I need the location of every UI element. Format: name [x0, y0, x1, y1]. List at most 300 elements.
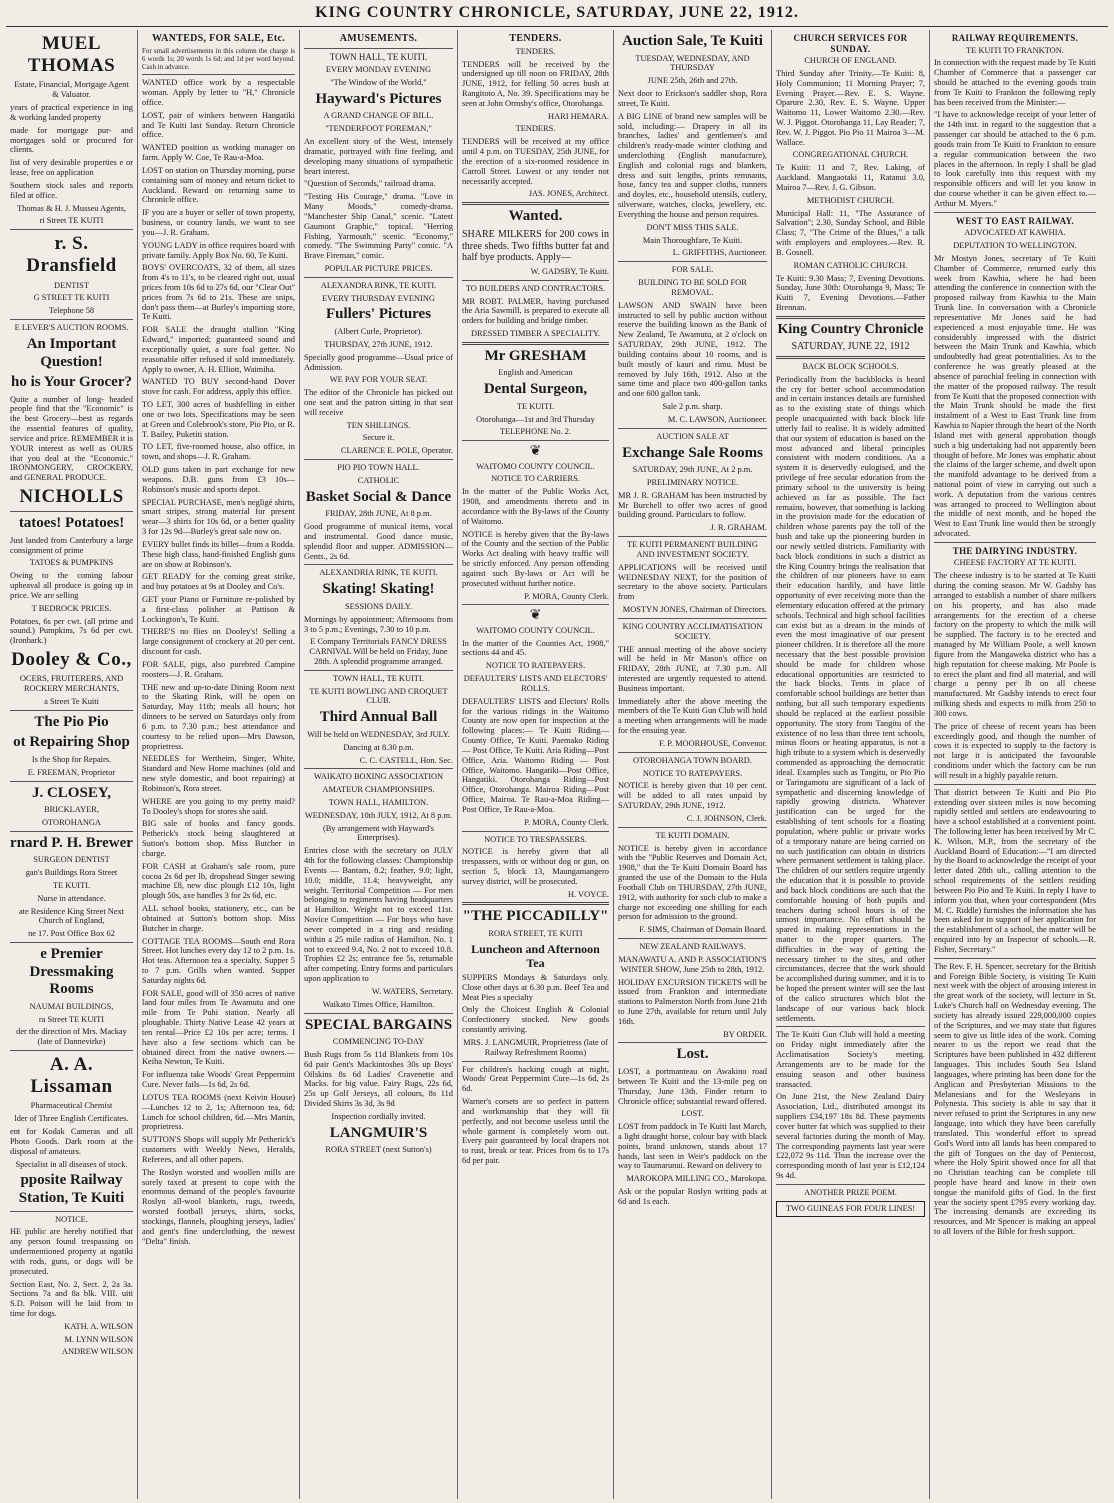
- langmuir-address: RORA STREET (next Sutton's): [325, 1145, 432, 1155]
- carriers-p1: In the matter of the Public Works Act, 1908, and amendments thereto and in accordance with the By-laws of the County of Waitomo.: [462, 487, 609, 526]
- ad-item: LOST on station on Thursday morning, purse containing sum of money and return ticket to Auckland. Reward on returning same to Chronicle office.: [142, 165, 295, 205]
- divider: [462, 202, 609, 205]
- brewer-p6: ne 17. Post Office Box 62: [28, 929, 115, 939]
- piccadilly-p1: SUPPERS Mondays & Saturdays only. Close other days at 6.30 p.m. Beef Tea and Meat Pies a specialty: [462, 972, 609, 1002]
- tender-1-sig: HARI HEMARA.: [548, 111, 609, 121]
- lissaman-p1: Pharmaceutical Chemist: [30, 1101, 113, 1111]
- piopio-hall: PIO PIO TOWN HALL.: [337, 463, 420, 473]
- masthead: KING COUNTRY CHRONICLE, SATURDAY, JUNE 22, 1912.: [315, 4, 799, 21]
- bargains-list: Bush Rugs from 5s 11d Blankets from 10s 6d pair Gent's Mackintoshes 30s up Boys' Oilskins 8s 6d Ladies' Cravenette and Macks. for big value. Fairy Rugs, 22s 6d, 25s up Golf Jerseys, all colours, 8s 11d Divided Skirts 3s 3d, 3s 9d: [304, 1049, 453, 1109]
- divider: [10, 831, 133, 832]
- school-text: That district between Te Kuiti and Pio Pio extending over sixteen miles is now becoming rapidly settled and settlers are endeavouring to have a school established at a convenient point. The following letter has been received by Mr C. K. Wilson, M.P., from the secretary of the Auckland Board of Education:—"I am directed by the Board to acknowledge the receipt of your letter dated 28th ult., calling attention to the school requirements of the settlers residing between Pio Pio and Te Kuiti. In reply I have to inform you that, when your correspondent (Mrs M. C. Riddle) furnishes the information she has been asked for in support of her application for the establishment of a school, the matter will be enquired into by an Inspector of schools.—R. Fisher, Secretary.": [934, 787, 1096, 954]
- exchange-heading: Exchange Sale Rooms: [622, 444, 763, 461]
- ad-item: GET READY for the coming great strike, and buy potatoes at 9s at Dooley and Co's.: [142, 572, 295, 592]
- dairy-heading: THE DAIRYING INDUSTRY.: [952, 545, 1078, 556]
- lissaman-p3: ent for Kodak Cameras and all Photo Goods. Dark room at the disposal of amateurs.: [10, 1127, 133, 1156]
- signature: KATH. A. WILSON: [64, 1321, 133, 1331]
- ad-item: NEEDLES for Wertheim, Singer, White, Standard and New Home machines (old and new style domestic, and boot repairing) at Robinson's, Rora street.: [142, 754, 295, 793]
- ratepayers-p1: In the matter of the Counties Act, 1908," sections 44 and 45.: [462, 638, 609, 658]
- divider: [934, 784, 1096, 785]
- repair-heading: ot Repairing Shop: [13, 734, 130, 751]
- carriers-heading: NOTICE TO CARRIERS.: [491, 474, 580, 484]
- church-2: CONGREGATIONAL CHURCH.: [792, 150, 909, 160]
- closey-p1: BRICKLAYER,: [44, 805, 99, 815]
- divider: [10, 229, 133, 230]
- bargains-heading: SPECIAL BARGAINS: [304, 1016, 453, 1033]
- divider: [618, 618, 767, 619]
- potatoes-p4: T BEDROCK PRICES.: [31, 603, 112, 613]
- divider: [10, 710, 133, 711]
- boxing-date: WEDNESDAY, 10th JULY, 1912, At 8 p.m.: [304, 810, 453, 820]
- boxing-arr: (By arrangement with Hayward's Enterprises).: [322, 823, 435, 843]
- divider: [934, 542, 1096, 543]
- divider: [462, 604, 609, 605]
- domain-heading: TE KUITI DOMAIN.: [655, 830, 730, 840]
- divider: [10, 942, 133, 943]
- skating-heading: Skating! Skating!: [322, 581, 435, 598]
- divider: [10, 781, 133, 782]
- ad-item: EVERY bullet finds its billet—from a Rodda. These high class, hand-finished English guns are on show at Robinson's.: [142, 539, 295, 569]
- thomas-p2: years of practical experience in ing & working landed property: [10, 103, 133, 122]
- column-3: [300, 30, 458, 1499]
- society-heading: TE KUITI PERMANENT BUILDING AND INVESTMENT SOCIETY.: [627, 540, 758, 559]
- boxing-office: Waikato Times Office, Hamilton.: [322, 999, 435, 1009]
- dental-heading: Dental Surgeon,: [483, 381, 588, 398]
- divider: [618, 536, 767, 537]
- divider: [304, 459, 453, 460]
- thomas-desc: Estate, Financial, Mortgage Agent & Valuator.: [14, 80, 129, 100]
- westeast-text: Mr Mostyn Jones, secretary of Te Kuiti Chamber of Commerce, returned early this week from Kawhia, where he had been attending the conference in connection with the proposed railway from Kawhia to the Main Trunk line. In conversation with a Chronicle representative Mr Jones said he had experienced a most enjoyable time. He was considerably impressed with the district between the Main Trunk and Kawhia, which undoubtedly had great potentialities. As to the conference he was greatly pleased at the absence of parochial feeling in connection with the matter of the proposed railway. The result from Te Kuiti that the proposed connection with the Main Trunk should be made the first instalment of a West to East Trunk line from Kawhia to Napier through the heart of the North Island met with general approbation though such a big undertaking had not apparently been thought of before. Mr Jones was emphatic about the claims of the larger scheme, and dwelt upon the manifold advantage to be derived from a national point of view in carrying out such a work. A deputation from the various centres was arranged to proceed to Wellington about the middle of next month, and he hoped the West to East Trunk line would then be strongly advocated.: [934, 253, 1096, 539]
- potatoes-p3: Owing to the coming labour upheaval all produce is going up in price. We are selling: [10, 571, 133, 600]
- auction-loc: Next door to Erickson's saddler shop, Rora street, Te Kuiti.: [618, 89, 767, 108]
- forsale-heading: FOR SALE.: [671, 265, 714, 275]
- ball-sig: C. C. CASTELL, Hon. Sec.: [359, 755, 453, 765]
- council-heading: WAITOMO COUNTY COUNCIL.: [476, 625, 595, 635]
- paper-date: SATURDAY, JUNE 22, 1912: [791, 341, 910, 353]
- tender-2: TENDERS will be received at my office until 4 p.m. on TUESDAY, 25th JUNE, for the erection of a six-roomed residence in Carroll Street. Lowest or any tender not necessarily accepted.: [462, 137, 609, 186]
- lissaman-heading: A. A. Lissaman: [30, 1054, 113, 1098]
- gresham-phone: TELEPHONE No. 2.: [499, 427, 572, 437]
- auction-miss: DON'T MISS THIS SALE.: [646, 222, 739, 232]
- dairy-sub: CHEESE FACTORY AT TE KUITI.: [953, 558, 1077, 568]
- divider: [618, 428, 767, 429]
- dairy-p1: The cheese industry is to be started at Te Kuiti during the coming season. Mr W. Gadsby has arranged to establish a number of share milkers on his property, and has also made arrangements for the erection of a cheese factory on the property to which the milk will be supplied. The factory is to be erected and managed by Mr William Poole, a well known figure from the Mangaweka district who has a high reputation for cheese making. Mr Poole is to erect the plant and find all material, and will charge a penny per lb on all cheese manufactured. Mr Gadsby intends to erect four milking sheds and expects to milk from 250 to 300 cows.: [934, 571, 1096, 718]
- divider: [304, 768, 453, 769]
- railway-p1: In connection with the request made by Te Kuiti Chamber of Commerce that a passenger car should be attached to the evening goods train from Te Kuiti to Frankton the following reply has been received from the Minister:—: [934, 58, 1096, 107]
- piccadilly-prop: MRS. J. LANGMUIR, Proprietress (late of Railway Refreshment Rooms): [463, 1037, 608, 1057]
- ad-item: YOUNG LADY in office requires board with private family. Apply Box No. 60, Te Kuiti.: [142, 240, 295, 260]
- tender-2-sig: JAS. JONES, Architect.: [528, 189, 609, 199]
- wanted-sig: W. GADSBY, Te Kuiti.: [530, 266, 609, 276]
- church-2-text: Te Kuiti: 11 and 7, Rev. Laking, of Auckland. Mangaotaki 11, Ratanui 3.0, Mairoa 7—Rev. J. G. Gibson.: [776, 163, 925, 192]
- domain-sig: F. SIMS, Chairman of Domain Board.: [639, 925, 767, 935]
- hayward-venue: TOWN HALL, TE KUITI.: [329, 51, 428, 62]
- dressmaking-heading: e Premier Dressmaking Rooms: [29, 946, 114, 998]
- townboard-heading: OTOROHANGA TOWN BOARD.: [633, 755, 752, 765]
- thomas-agents: Thomas & H. J. Musseu Agents,: [17, 203, 126, 213]
- dairy-p2: The price of cheese of recent years has been exceedingly good, and though the number of cows it is expected to supply to the factory is not large it is anticipated the favourable conditions under which the factory can be run will result in a highly payable return.: [934, 721, 1096, 780]
- divider: [618, 752, 767, 753]
- lost-sig: MAROKOPA MILLING CO., Marokopa.: [626, 1174, 767, 1184]
- langmuir-heading: LANGMUIR'S: [329, 1124, 428, 1141]
- hayward-slogan: "The Window of the World,": [330, 78, 427, 88]
- railway-heading: RAILWAY REQUIREMENTS.: [951, 33, 1079, 43]
- brewer-p3: TE KUITI.: [52, 880, 91, 890]
- church-3-text: Municipal Hall: 11, "The Assurance of Salvation"; 2.30, Sunday School, and Bible Class; 7, "The Crime of the Blues," a talk with employers and employees.—Rev. R. B. Gosnell.: [776, 208, 925, 257]
- economic-text: Quite a number of long- headed people find that the "Economic" is the best Grocery—best as regards the essential features of quality, service and price. REMEMBER it is YOUR interest as well as OURS that you deal at the "Economic." IRONMONGERY, CROCKERY, and GENERAL PRODUCE.: [10, 394, 133, 483]
- society-sig: MOSTYN JONES, Chairman of Directors.: [622, 605, 767, 615]
- ad-item: SPECIAL PURCHASE, men's negligé shirts, smart stripes, strong material for present wear—3 shirts for 10s 6d, or a better quality 3 for 12s 9d—Burley's great sale now on.: [142, 497, 295, 537]
- potatoes-p5: Potatoes, 6s per cwt. (all prime and sound.) Pumpkins, 7s 6d per cwt. (Ironbark.): [10, 616, 133, 646]
- divider: [304, 564, 453, 565]
- fullers-p2: The editor of the Chronicle has picked out one seat and the patron sitting in that seat will receive: [304, 388, 453, 417]
- grocer-heading: ho is Your Grocer?: [11, 374, 132, 391]
- brewer-p4: Nurse in attendance.: [37, 893, 106, 903]
- building-time: Sale 2 p.m. sharp.: [662, 402, 723, 412]
- dransfield-title: DENTIST: [54, 280, 89, 290]
- boxing-details: Entries close with the secretary on JULY 4th for the following classes: Championship Events — Bantam, 8.2; feather, 9.0; light, 10.0; middle, 11.4; heavyweight, any weight. Territorial Competition — For men belonging to regiments having headquarters at Hamilton. Weight not to exceed 11st. Novice Competition — For boys who have never competed in a ring and residing within a 25 mile radius of Hamilton. No. 1 not to exceed 9.4, No. 2 not to exceed 10.8. Trophies £2 2s; entrance fee 5s, returnable after competing. Entry forms and particulars upon application to: [304, 846, 453, 984]
- brewer-p5: ate Residence King Street Next Church of England,: [18, 906, 125, 926]
- trespass-heading: NOTICE TO TRESPASSERS.: [484, 834, 587, 844]
- building-heading: BUILDING TO BE SOLD FOR REMOVAL.: [638, 278, 747, 297]
- tenders-heading: TENDERS.: [509, 33, 562, 44]
- ad-item: ALL school books, stationery, etc., can be obtained at Sutton's bottom shop. Miss Butcher in charge.: [142, 904, 295, 933]
- divider: [462, 280, 609, 281]
- fullers-secure: Secure it.: [362, 433, 395, 443]
- westeast-heading: WEST TO EAST RAILWAY.: [955, 215, 1075, 226]
- column-6: [772, 30, 930, 1499]
- editorial-text: Periodically from the backblocks is heard the cry for better school accommodation and in certain instances details are furnished as to the existing state of things which people unacquainted with back block life utterly fail to realise. It is widely admitted that our system of education is based on the most advanced and liberal principles consistent with modern conditions. As a system it is deservedly eulogised, and the privilege of free secular education from the primary school to the university is being achieved as far as possible. The fact remains, however, that something is lacking in the provision made for the education of children whose parents pay the toll of the bush and take up the pioneering burden in our newly settled districts. Familiarity with back block conditions in such a district as the King Country brings the realisation that the children of our pioneers have to earn their education hardily, and have little opportunity of ever receiving more than the elementary education offered at the primary schools. Technical and high school facilities can exist but as a dream in the minds of even the most imaginative of our present pioneer children. It is therefore all the more necessary that the best possible provision should be made for children whose educational opportunities are restricted to the back blocks. Tents in place of comfortable school buildings are better than nothing, but all such temporary expedients should be replaced at the earliest possible opportunity. The story from Tangitu of the existence of no less than three tent schools, minus floors or heating apparatus, is not a high tribute to a system which is deservedly commended as approaching the democratic ideal. Examples such as Tangitu, or Pio Pio or Taringamotu are significant of a lack of sympathetic and discerning knowledge of rapidly growing districts. Whatever justification can be urged for the establishing of tent schools for a floating population, where public or private works of a temporary nature are being carried on no such justification can obtain in districts where permanent settlement is taking place. The children of our settlers require urgently the education that it is possible to provide and back block conditions are such that the comfortable housing of both pupils and teachers during school hours is of the utmost importance. No effort should be spared in making representations in the matter to the proper quarters. The difficulties in the way of getting the necessary timber to the sites, and other circumstances, decree that the work should be accomplished during summer, and it is to be hoped the present winter will see the last of the calico structures which blot the landscape of our various back block settlements.: [776, 374, 925, 1023]
- ad-item: WHERE are you going to my pretty maid? To Dooley's shops for stores she said.: [142, 796, 295, 816]
- piopio-heading: The Pio Pio: [34, 713, 109, 730]
- fullers-seat: WE PAY FOR YOUR SEAT.: [329, 375, 428, 385]
- divider: [776, 356, 925, 359]
- acclim-sig: F. P. MOORHOUSE, Convenor.: [659, 738, 767, 748]
- poem-prize: TWO GUINEAS FOR FOUR LINES!: [785, 1203, 916, 1213]
- defaulters-sig: P. MORA, County Clerk.: [524, 817, 609, 827]
- dooley-desc: OCERS, FRUITERERS, AND ROCKERY MERCHANTS,: [19, 674, 124, 694]
- piccadilly-p2: Only the Choicest English & Colonial Confectionery stocked. New goods constantly arriving.: [462, 1005, 609, 1035]
- ad-item: FOR SALE, pigs, also purebred Campine roosters—J. R. Graham.: [142, 659, 295, 679]
- closey-p2: OTOROHANGA: [42, 817, 101, 827]
- masthead-rule: [6, 26, 1108, 27]
- divider: [776, 1184, 925, 1185]
- divider: [618, 938, 767, 939]
- ad-item: THE new and up-to-date Dining Room next to the Skating Rink, will be open on Saturday, May 11th; meals all hours; hot dinners to be served on Saturdays only from 6 p.m. to 7.30 p.m.; best attendance and courtesy to be relied upon—Mrs Dawson, proprietress.: [142, 682, 295, 751]
- defaulters-text: DEFAULTERS' LISTS and Electors' Rolls for the various ridings in the Waitomo County are now open for inspection at the following places:— Te Kuiti Riding—County Office, Te Kuiti. Paemako Riding — Post Office, Te Kuiti. Aria Riding—Post Office, Aria. Waitomo Riding — Post Office, Waitomo. Hangatiki—Post Office, Hangatiki. Otorohanga Riding—Post Office, Otorohanga. Mairoa Riding—Post Office, Mairoa. Te Rau-a-Moa Riding—Post Office, Te Rau-a-Moa.: [462, 696, 609, 814]
- fullers-venue: ALEXANDRA RINK, TE KUITI.: [320, 280, 437, 290]
- building-sig: M. C. LAWSON, Auctioneer.: [667, 414, 767, 424]
- piccadilly-address: RORA STREET, TE KUITI: [488, 929, 583, 939]
- church-1-text: Third Sunday after Trinity.—Te Kuiti: 8, Holy Communion; 11 Morning Prayer; 7, Evening Prayer.—Rev. E. S. Wayne. Oparure 2.30, Rev. E. S. Wayne. Upper Waitomo 11, Lower Waitomo 2.30.—Rev. W. J. Piggot. Otorohanga 11, Lay Reader; 7, Rev. W. J. Piggot. Pio Pio 11 Mairoa 3—M. Wallace.: [776, 68, 925, 147]
- wanteds-heading: WANTEDS, FOR SALE, Etc.: [151, 33, 286, 44]
- ball-heading: Third Annual Ball: [319, 709, 438, 726]
- ad-item: SUTTON'S Shops will supply Mr Petherick's customers with Weekly News, Heralds, Referees, and all other papers.: [142, 1135, 295, 1164]
- gunclub-text: The Te Kuiti Gun Club will hold a meeting on Friday night immediately after the Acclimatisation Society's meeting. Arrangements are to be made for the ensuing season and other business transacted.: [776, 1030, 925, 1089]
- fullers-prop: (Albert Curle, Proprietor).: [334, 327, 423, 337]
- signature: ANDREW WILSON: [61, 1347, 133, 1357]
- trespass-text: NOTICE is hereby given that all trespassers, with or without dog or gun, on section 5, block 13, Maungamangero survey district, will be prosecuted.: [462, 847, 609, 886]
- townboard-text: NOTICE is hereby given that 10 per cent. will be added to all rates unpaid by SATURDAY, 29th JUNE, 1912.: [618, 781, 767, 811]
- lissaman-p4: Specialist in all diseases of stock.: [15, 1159, 128, 1169]
- townboard-sig: C. J. JOHNSON, Clerk.: [686, 813, 767, 823]
- dransfield-heading: r. S. Dransfield: [26, 233, 117, 277]
- gresham-heading: Mr GRESHAM: [484, 347, 587, 364]
- ad-item: FOR SALE, good will of 350 acres of native land four miles from Te Awamutu and one mile from Te Puhi station. Nearly all ploughable. Thirty Native Lease 42 years at ten rental—Price £2 10s per acre; terms. I have also a few sections which can be obtained direct from the native owners.—Keiha Newton, Te Kuiti.: [142, 988, 295, 1067]
- column-7: [930, 30, 1100, 1499]
- dooley-address: a Street Te Kuiti: [44, 696, 99, 706]
- domain-text: NOTICE is hereby given in accordance with the "Public Reserves and Domain Act, 1908," that the Te Kuiti Domain Board has granted the use of the Domain to the Hula Football Club on THURSDAY, 27th JUNE, 1912, with authority for such club to make a charge not exceeding one shilling for each person for admission to the ground.: [618, 843, 767, 922]
- ad-item: FOR SALE the draught stallion "King Edward," imported; guaranteed sound and exceptionally quiet, a sure foal getter. No reasonable offer refused if sold immediately. Apply to owner, A. H. Elliott, Waimiha.: [142, 325, 295, 374]
- columns: [6, 30, 1108, 1499]
- dressmaking-p2: ra Street TE KUITI: [38, 1014, 105, 1024]
- nicholls-heading: NICHOLLS: [19, 486, 124, 508]
- council-heading: WAITOMO COUNTY COUNCIL.: [476, 461, 595, 471]
- social-desc: Good programme of musical items, vocal and instrumental. Good dance music, splendid floor and supper. ADMISSION—Gents., 2s 6d.: [304, 522, 453, 561]
- column-1: [6, 30, 138, 1499]
- ad-item: IF you are a buyer or seller of town property, business, or country lands, we want to see you—J. R. Graham.: [142, 208, 295, 237]
- ad-item: LOST, pair of winkers between Hangatiki and Te Kuiti last Sunday. Return Chronicle office.: [142, 110, 295, 140]
- acclim-p2: Immediately after the above meeting the members of the Te Kuiti Gun Club will hold a meeting when arrangements will be made for the ensuing year.: [618, 696, 767, 736]
- question-heading: An Important Question!: [26, 335, 117, 370]
- lost-horse: LOST from paddock in Te Kuiti last March, a light draught horse, colour bay with black points, brand unknown, stands about 17 hands, last seen in Weir's paddock on the way to Taumarunui. Reward on delivery to: [618, 1122, 767, 1171]
- signature: M. LYNN WILSON: [64, 1334, 133, 1344]
- ball-venue: TOWN HALL, TE KUITI.: [333, 673, 424, 683]
- railways-sig: BY ORDER.: [723, 1029, 767, 1039]
- hayward-when: EVERY MONDAY EVENING: [325, 65, 432, 75]
- lissaman-p2: lder of Three English Certificates.: [14, 1114, 129, 1124]
- auction-items: A BIG LINE of brand new samples will be sold, including:— Drapery in all its branches, ladies' and gentlemen's and children's ready-made winter clothing and underclothing (English manufacture), English and colonial rugs and blankets, dress and suit lengths, prints remnants, hose, fancy tea and supper cloths, runners and doyles, etc., household utensils, cutlery, silverware, watches, clocks, jewellery, etc. Everything the house and person requires.: [618, 111, 767, 219]
- exchange-date: SATURDAY, 29th JUNE, At 2 p.m.: [632, 465, 753, 475]
- cough-ad: For children's hacking cough at night, Woods' Great Peppermint Cure—1s 6d, 2s 6d.: [462, 1064, 609, 1094]
- thomas-p3: made for mortgage pur- and mortgages sold or procured for clients.: [10, 125, 133, 155]
- social-date: FRIDAY, 28th JUNE, At 8 p.m.: [325, 509, 432, 519]
- divider: [10, 1050, 133, 1051]
- dransfield-phone: Telephone 58: [48, 306, 95, 316]
- bargains-invite: Inspection cordially invited.: [331, 1111, 426, 1121]
- divider: [10, 511, 133, 512]
- potatoes-p2: TATOES & PUMPKINS: [29, 558, 114, 568]
- divider: [304, 277, 453, 278]
- ad-item: The Roslyn worsted and woollen mills are sorely taxed at present to cope with the enormous demand of the people's favourite Roslyn all-wool blankets, rugs, tweeds, worsted football jerseys, shirts, socks, stockings, flannels, ploughing jerseys, ladies' and gent's fine underclothing, the newest "Delta" finish.: [142, 1167, 295, 1246]
- divider: [618, 827, 767, 828]
- westeast-sub: ADVOCATED AT KAWHIA.: [964, 228, 1066, 238]
- auction-sig: L. GRIFFITHS, Auctioneer.: [672, 248, 767, 258]
- ad-item: TO LET, five-roomed house, also office, in town, and shops—J. R. Graham.: [142, 442, 295, 462]
- ball-time: Dancing at 8.30 p.m.: [343, 742, 414, 752]
- notice-heading: NOTICE.: [55, 1214, 88, 1224]
- column-2: [138, 30, 300, 1499]
- ad-item: GET your Piano or Furniture re-polished by a first-class polisher at Pattison & Lockington's, Te Kuiti.: [142, 595, 295, 624]
- ad-item: FOR CASH at Graham's sale room, pure cocoa 2s 6d per lb, dropshead Singer sewing machine £8, new disc plough £12 10s, light plough 50s, axe handles 3 for 2s 6d, etc.: [142, 861, 295, 901]
- trespass-sig: H. VOYCE.: [567, 889, 609, 899]
- column-5: [614, 30, 772, 1499]
- church-3: METHODIST CHURCH.: [806, 195, 895, 205]
- ad-item: WANTED office work by a respectable woman. Apply by letter to "H," Chronicle office.: [142, 78, 295, 107]
- townboard-sub: NOTICE TO RATEPAYERS.: [642, 768, 743, 778]
- auction-days: TUESDAY, WEDNESDAY, AND THURSDAY: [635, 53, 750, 73]
- brewer-heading: rnard P. H. Brewer: [10, 834, 133, 851]
- divider: [776, 1026, 925, 1027]
- ad-item: WANTED position as working manager on farm. Apply W. Coe, Te Rau-a-Moa.: [142, 143, 295, 163]
- divider: [304, 1013, 453, 1014]
- acclim-heading: KING COUNTRY ACCLIMATISATION SOCIETY.: [622, 621, 763, 641]
- railways-show: MANAWATU A. AND P. ASSOCIATION'S WINTER SHOW, June 25th to 28th, 1912.: [618, 954, 767, 974]
- fullers-sig: CLARENCE E. POLE, Operator.: [340, 446, 453, 456]
- divider: [304, 48, 453, 49]
- skating-sessions: SESSIONS DAILY.: [345, 601, 412, 611]
- divider: [462, 831, 609, 832]
- paper-nameplate: King Country Chronicle: [777, 321, 924, 337]
- brewer-p2: gan's Buildings Rora Street: [25, 868, 118, 878]
- divider: [10, 1211, 133, 1212]
- piccadilly-heading: "THE PICCADILLY": [462, 908, 609, 925]
- crest-icon: ❦: [529, 608, 542, 624]
- hayward-list: "Testing His Courage," drama. "Love in Many Moods," comedy-drama. "Manchester Ship Canal," scenic. "Latest Gaumont Graphic," topical. "Herring Fishing, Yarmouth," scenic. "Economy," comedy. "The Swimming Party" comic. "A Brave Fireman," comic.: [304, 192, 453, 261]
- dransfield-address: G STREET TE KUITI: [33, 293, 110, 303]
- corsets-ad: Warner's corsets are so perfect in pattern and workmanship that they will fit perfectly, and not become useless until the whole garment is completely worn out. Every pair guaranteed by local drapers not to rust, break or tear. Prices from 6s to 17s 6d per pair.: [462, 1097, 609, 1165]
- hayward-desc2: "Question of Seconds," railroad drama.: [304, 179, 436, 189]
- exchange-sig: J. R. GRAHAM.: [710, 523, 767, 533]
- roslyn-ad: Ask or the popular Roslyn writing pads at 6d and 1s each.: [618, 1187, 767, 1206]
- fullers-prize: TEN SHILLINGS.: [346, 420, 411, 430]
- divider: [304, 670, 453, 671]
- crest-icon: ❦: [529, 444, 542, 460]
- ad-item: For influenza take Woods' Great Peppermint Cure. Never fails—1s 6d, 2s 6d.: [142, 1070, 295, 1090]
- wanteds-note: For small advertisements in this column the charge is 6 words 1s; 20 words 1s 6d; and 1d per word beyond. Cash in advance.: [142, 46, 295, 72]
- ad-item: BIG sale of books and fancy goods. Petherick's stock being slaughtered at Sutton's bottom shop. Miss Butcher in charge.: [142, 819, 295, 858]
- divider: [934, 958, 1096, 959]
- thomas-p4: list of very desirable properties e or lease, free on application: [10, 158, 133, 178]
- ball-club: TE KUITI BOWLING AND CROQUET CLUB.: [309, 686, 448, 706]
- potatoes-p1: Just landed from Canterbury a large consignment of prime: [10, 535, 133, 555]
- skating-times: Mornings by appointment; Afternoons from 3 to 5 p.m.; Evenings, 7.30 to 10 p.m.: [304, 614, 453, 634]
- boxing-sig: W. WATERS, Secretary.: [371, 986, 453, 996]
- exchange-text: MR J. R. GRAHAM has been instructed by Mr Burchell to offer two acres of good building ground. Particulars to follow.: [618, 490, 767, 520]
- station-heading: pposite Railway Station, Te Kuiti: [18, 1172, 125, 1206]
- builders-heading: TO BUILDERS AND CONTRACTORS.: [465, 283, 606, 293]
- building-text: LAWSON AND SWAIN have been instructed to sell by public auction without reserve the building known as the Bank of New Zealand, Te Awamutu, at 2 o'clock on SATURDAY, 29th JUNE, 1912. The building contains about 10 rooms, and is built mostly of kauri and rimu. Must be removed by July 16th, 1912. Also at the same time and place two 400-gallon tanks and one 600 gallon tank.: [618, 300, 767, 399]
- notice-p1: HE public are hereby notified that any person found trespassing on undermentioned property at ngatiki with rods, guns, or dogs will be prosecuted.: [10, 1227, 133, 1276]
- divider: [10, 319, 133, 320]
- ad-item: LOTUS TEA ROOMS (next Keivin House)—Lunches 12 to 2, 1s; Afternoon tea, 6d; Lunch for school children, 6d.—Mrs Martin, proprietress.: [142, 1092, 295, 1132]
- wanted-text: SHARE MILKERS for 200 cows in three sheds. Two fifths butter fat and half bye products. Apply—: [462, 228, 609, 264]
- hayward-prices: POPULAR PICTURE PRICES.: [324, 264, 433, 273]
- boxing-venue: TOWN HALL, HAMILTON.: [328, 798, 429, 807]
- church-heading: CHURCH SERVICES FOR SUNDAY.: [793, 33, 908, 54]
- railways-heading: NEW ZEALAND RAILWAYS.: [639, 942, 746, 952]
- fullers-p1: Specially good programme—Usual price of Admission.: [304, 352, 453, 372]
- bible-text: The Rev. F. H. Spencer, secretary for the British and Foreign Bible Society, is visiting Te Kuiti next week with the object of arousing interest in the great work of the society, will lecture in St. Luke's Church hall on Wednesday evening. The society has already issued 229,000,000 copies of the Scriptures, and we may state that figures seem to give us little idea of the work. Coming nearer to us the report we read that the Scriptures have been published in 432 different languages. This includes South Sea Island languages, where printing has been done for the Anglican and Presbyterian Missions to the Melanesians and for the Wesleyans in Polynesia. This society is able to say that it never refused to print the Scriptures in any new language, into which they have been carefully translated. This wonderful effort to spread God's Word into all lands has been compared to the gift of Tongues on the day of Pentecost, where the Holy Spirit showed once for all that no Christian teaching can be complete till people have heard and know in their own tongue the manifold gifts of God. In the first year the society spent £795 every working day. The increasing demands are exceeding its resources, and Mr Spencer is making an appeal to all lovers of the Bible for fresh support.: [934, 961, 1096, 1237]
- divider: [934, 212, 1096, 213]
- carriers-sig: P. MORA, County Clerk.: [524, 591, 609, 601]
- piccadilly-luncheon: Luncheon and Afternoon Tea: [471, 941, 600, 970]
- auction-heading: Auction Sale, Te Kuiti: [622, 33, 763, 49]
- divider: [142, 74, 295, 75]
- railway-p2: "I have to acknowledge receipt of your letter of the 14th inst. in regard to the suggestion that a passenger car should be attached to the 6 p.m. goods train from Te Kuiti to Frankton to ensure a regular communication between the two places in the afternoon. In reply I shall be glad to look carefully into this request with my responsible officers and will let you know in due course whether it can be given effect to.—Arthur M. Myers.": [934, 110, 1096, 208]
- notice-p2: Section East, No. 2, Sect. 2, 2a 3a. Sections 7a and 8a blk. VIII. uiti S.D. Poison will be laid from to time for dogs.: [10, 1279, 133, 1318]
- ball-date: Will be held on WEDNESDAY, 3rd JULY.: [307, 729, 450, 739]
- fullers-date: THURSDAY, 27th JUNE, 1912.: [324, 339, 433, 349]
- dairy-text: On June 21st, the New Zealand Dairy Association, Ltd., distributed amongst its suppliers £34,197 18s 8d. These payments cover butter fat which was supplied to their several factories during the month of May. The corresponding payments last year were £22,072 9s 11d. Thus the increase over the corresponding month of last year is £12,124 9s 4d.: [776, 1092, 925, 1181]
- defaulters-heading: DEFAULTERS' LISTS AND ELECTORS' ROLLS.: [463, 674, 608, 693]
- hayward-film: "TENDERFOOT FOREMAN,": [325, 124, 432, 134]
- builders-special: DRESSED TIMBER A SPECIALITY.: [470, 329, 601, 339]
- repair-p1: Is the Shop for Repairs.: [31, 754, 112, 764]
- boxing-assoc: WAIKATO BOXING ASSOCIATION: [313, 772, 444, 782]
- thomas-p5: Southern stock sales and reports filed at office.: [10, 180, 133, 200]
- divider: [618, 261, 767, 262]
- social-heading: Basket Social & Dance: [305, 488, 452, 505]
- thomas-address: ri Street TE KUITI: [39, 216, 104, 226]
- carriers-p2: NOTICE is hereby given that the By-laws of the County and the section of the Public Works Act dealing with heavy traffic will be strictly enforced. Any person offending against such By-laws or Act will be prosecuted without further notice.: [462, 529, 609, 588]
- hayward-desc: An excellent story of the West, intensely dramatic, portrayed with fine feeling, and developing many situations of sympathetic heart interest.: [304, 137, 453, 176]
- bargains-sub: COMMENCING TO-DAY: [332, 1037, 425, 1047]
- ad-item: OLD guns taken in part exchange for new weapons. D.B. guns from £3 10s—Robinson's music and sports depot.: [142, 465, 295, 494]
- auction-street: Main Thoroughfare, Te Kuiti.: [642, 235, 743, 245]
- dressmaking-p1: NAUMAI BUILDINGS,: [29, 1001, 114, 1011]
- church-4: ROMAN CATHOLIC CHURCH.: [793, 260, 908, 270]
- hayward-change: A GRAND CHANGE OF BILL.: [323, 111, 434, 121]
- divider: [618, 1042, 767, 1043]
- lost-sub: LOST.: [681, 1109, 704, 1119]
- church-1: CHURCH OF ENGLAND.: [804, 56, 897, 66]
- divider: [776, 316, 925, 319]
- poem-heading: ANOTHER PRIZE POEM.: [804, 1187, 897, 1197]
- auction-rooms: E LEVER'S AUCTION ROOMS.: [14, 323, 129, 333]
- repair-p2: E. FREEMAN, Proprietor: [27, 767, 116, 777]
- westeast-sub2: DEPUTATION TO WELLINGTON.: [953, 241, 1077, 251]
- tenders-sub: TENDERS.: [515, 46, 556, 56]
- tenders-sub: TENDERS.: [515, 124, 556, 134]
- divider: [462, 902, 609, 905]
- gresham-sub: English and American: [498, 368, 573, 378]
- auction-dates: JUNE 25th, 26th and 27th.: [647, 76, 738, 86]
- wanted-heading: Wanted.: [508, 208, 563, 225]
- amusements-heading: AMUSEMENTS.: [339, 33, 418, 44]
- editorial-heading: BACK BLOCK SCHOOLS.: [802, 361, 899, 371]
- brewer-p1: SURGEON DENTIST: [33, 855, 110, 865]
- fullers-heading: Fullers' Pictures: [325, 306, 432, 323]
- exchange-pre: AUCTION SALE AT: [656, 431, 729, 441]
- divider: [462, 440, 609, 441]
- society-text: APPLICATIONS will be received until WEDNESDAY NEXT, for the position of secretary to the above society. Particulars from: [618, 562, 767, 602]
- catholic: CATHOLIC: [357, 475, 400, 485]
- ad-item: BOYS' OVERCOATS, 32 of them, all sizes from 4's to 11's, to be cleared right out, usual prices from 10s 6d to 27s 6d, our "Clear Out" prices from 7s 6d to 21s. These are snips, don't pass them—at Burley's importing store, Te Kuiti.: [142, 263, 295, 322]
- divider: [462, 1061, 609, 1062]
- ad-item: TO LET, 300 acres of bushfelling in either one or two lots. Specifications may be seen at Green and Colebrook's store, Pio Pio, or R. T. Bailey, Puketiti station.: [142, 400, 295, 439]
- lost-heading: Lost.: [676, 1046, 709, 1063]
- lost-text: LOST, a portmanteau on Awakino road between Te Kuiti and the 13-mile peg on Thursday, June 13th. Finder return to Chronicle office; substantial reward offered.: [618, 1067, 767, 1106]
- builders-text: MR ROBT. PALMER, having purchased the Aria Sawmill, is prepared to execute all orders for building and bridge timber.: [462, 296, 609, 326]
- hayward-heading: Hayward's Pictures: [315, 90, 442, 107]
- gresham-visits: Otorohanga—1st and 3rd Thursday: [476, 414, 595, 424]
- ratepayers-heading: NOTICE TO RATEPAYERS.: [485, 661, 586, 671]
- tender-1: TENDERS will be received by the undersigned up till noon on FRIDAY, 28th JUNE, 1912, for felling 50 acres bush at Rangitoto A, No. 39. Specifications may be seen at John Ormsby's office, Otorohanga.: [462, 59, 609, 108]
- rink-venue: ALEXANDRIA RINK, TE KUITI.: [319, 568, 438, 578]
- ad-item: THERE'S no flies on Dooley's! Selling a large consignment of crockery at 20 per cent. discount for cash.: [142, 627, 295, 657]
- boxing-champs: AMATEUR CHAMPIONSHIPS.: [322, 785, 435, 795]
- railways-text: HOLIDAY EXCURSION TICKETS will be issued from Frankton and intermediate stations to Palmerston North from June 21th to June 27th, available for return until July 16th.: [618, 977, 767, 1026]
- closey-heading: J. CLOSEY,: [31, 784, 112, 801]
- acclim-p1: THE annual meeting of the above society will be held in Mr Mason's office on FRIDAY, 28th JUNE, at 7.30 p.m. All interested are urgently requested to attend. Business important.: [618, 644, 767, 693]
- fullers-when: EVERY THURSDAY EVENING: [322, 293, 435, 303]
- exchange-prelim: PRELIMINARY NOTICE.: [646, 477, 739, 487]
- ad-item: COTTAGE TEA ROOMS—South end Rora Street. Hot lunches every day 12 to 2 p.m. 1s. Hot teas. Afternoon tea a specialty. Supper 5 to 7 p.m. Grills when wanted. Supper Saturday nights 6d.: [142, 936, 295, 985]
- column-4: [458, 30, 614, 1499]
- poem-box: [776, 1201, 925, 1217]
- dooley-heading: Dooley & Co.,: [11, 649, 132, 671]
